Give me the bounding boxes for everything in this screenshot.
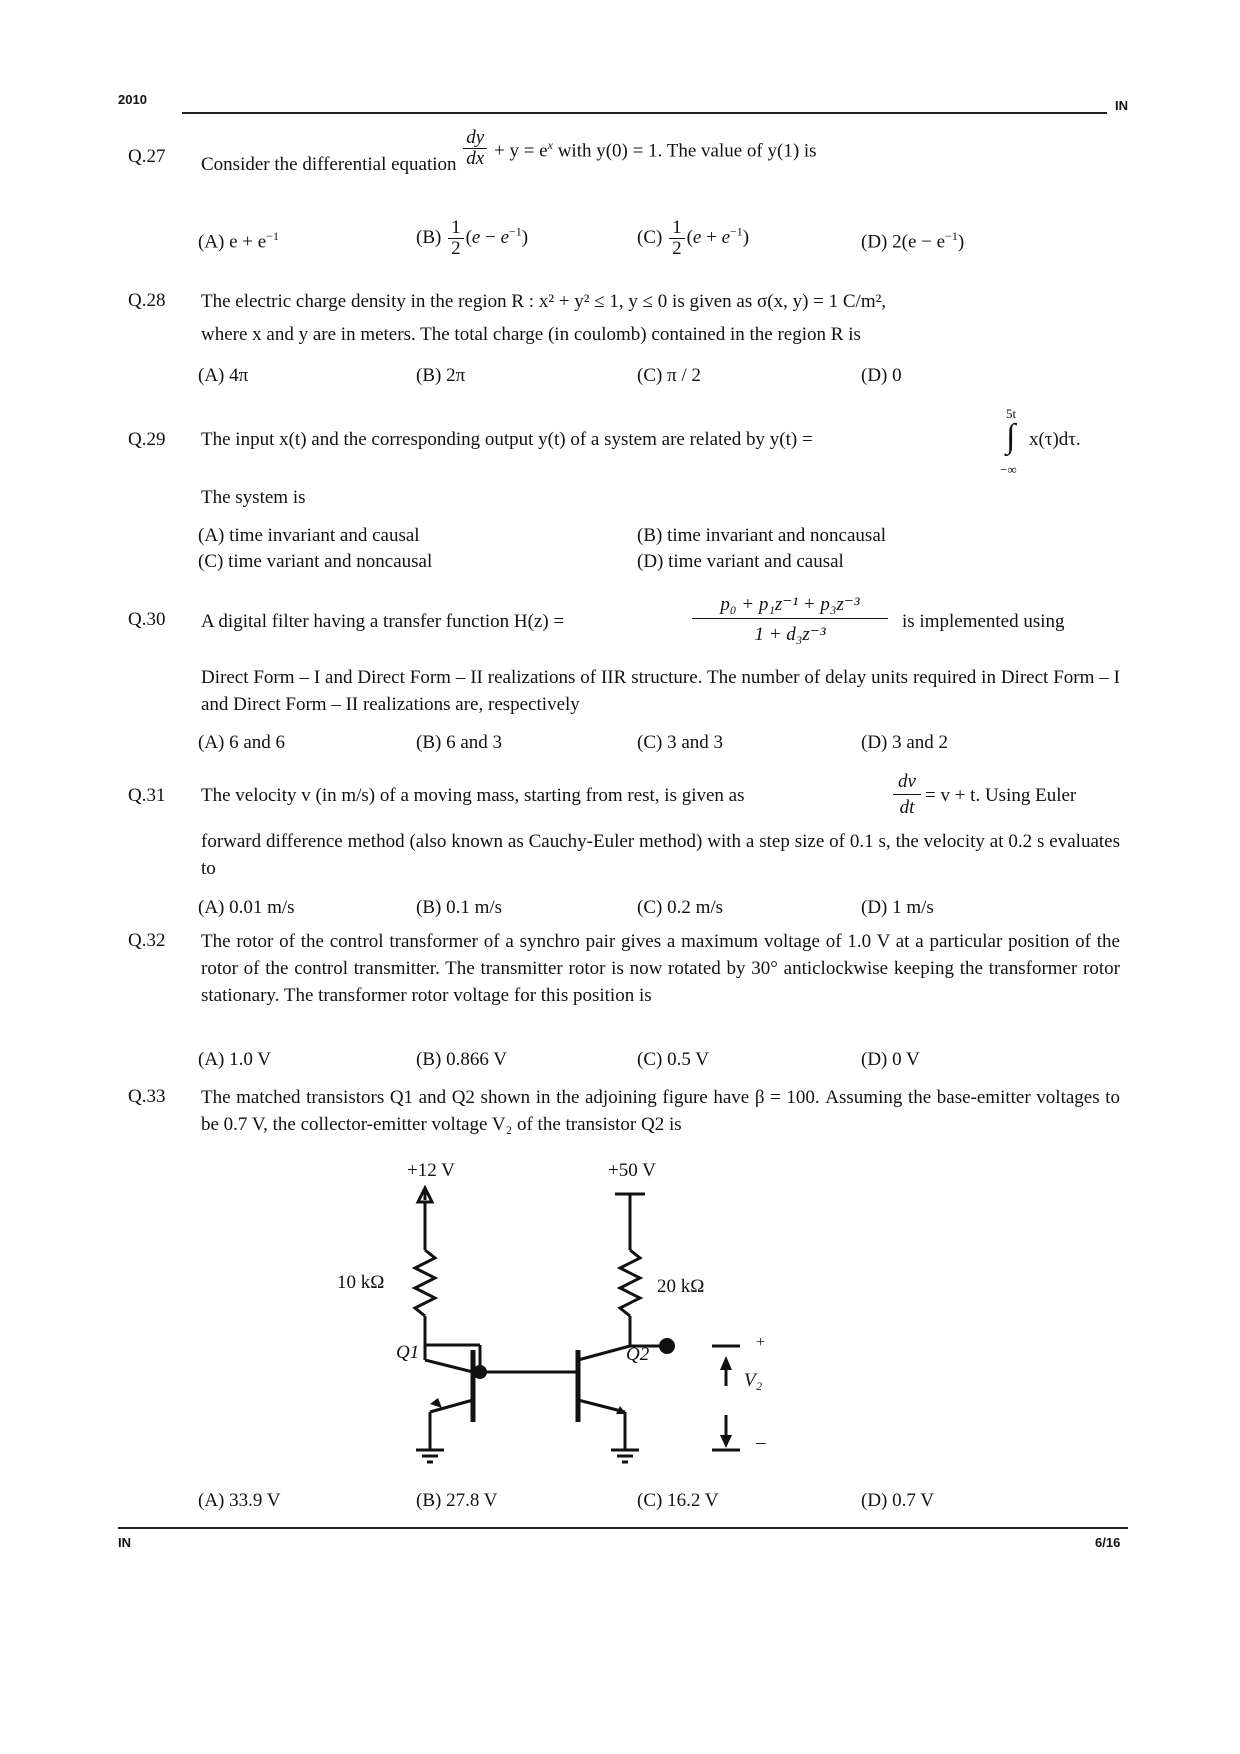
option-b: (B) 0.1 m/s bbox=[416, 897, 503, 918]
question-number: Q.33 bbox=[128, 1086, 166, 1107]
question-number: Q.29 bbox=[128, 429, 166, 450]
option-c: (C) time variant and noncausal bbox=[198, 551, 433, 572]
option-c: (C) 0.5 V bbox=[637, 1049, 709, 1070]
integral-sign: ∫ bbox=[1006, 418, 1016, 455]
question-text: A digital filter having a transfer function H(z) = bbox=[201, 611, 565, 632]
label-supply-50v: +50 V bbox=[608, 1160, 656, 1181]
option-d: (D) $2(e - e^{-1})$ bbox=[861, 229, 965, 253]
option-d: (D) 3 and 2 bbox=[861, 732, 949, 753]
option-c: (C) π / 2 bbox=[637, 365, 701, 386]
option-d: (D) 1 m/s bbox=[861, 897, 934, 918]
question-number: Q.31 bbox=[128, 785, 166, 806]
option-a: (A) time invariant and causal bbox=[198, 525, 420, 546]
option-c: (C) 3 and 3 bbox=[637, 732, 724, 753]
option-b: (B) 27.8 V bbox=[416, 1490, 498, 1511]
eq-numerator: dy bbox=[466, 127, 485, 149]
label-resistor-20k: 20 kΩ bbox=[657, 1276, 705, 1297]
question-text: The input x(t) and the corresponding output y(t) of a system are related by y(t) = bbox=[201, 429, 813, 450]
eq-rest: + y = e bbox=[493, 140, 548, 162]
eq-numerator: dv bbox=[893, 770, 921, 795]
question-text: The rotor of the control transformer of a synchro pair gives a maximum voltage of 1.0 V at a particular position of the rotor of the control transmitter. The transmitter rotor is now rotated by 30° anticlockwise keeping the transformer rotor stationary. The transformer rotor voltage for this position is bbox=[201, 931, 1120, 1006]
option-b: (B) 6 and 3 bbox=[416, 732, 503, 753]
question-text-cont: where x and y are in meters. The total charge (in coulomb) contained in the region R is bbox=[201, 324, 861, 345]
circuit-drawing bbox=[330, 1150, 800, 1490]
footer-rule bbox=[118, 1527, 1128, 1529]
resistor-20k bbox=[620, 1250, 640, 1316]
page-number: 6/16 bbox=[1095, 1535, 1121, 1550]
option-d: (D) 0 V bbox=[861, 1049, 920, 1070]
resistor-10k bbox=[415, 1250, 435, 1316]
option-d: (D) 0 bbox=[861, 365, 902, 386]
option-a: (A) 0.01 m/s bbox=[198, 897, 295, 918]
label-resistor-10k: 10 kΩ bbox=[337, 1272, 385, 1293]
integrand: x(τ)dτ. bbox=[1029, 429, 1081, 450]
eq-denominator: dt bbox=[899, 797, 915, 818]
integral-lower-limit: −∞ bbox=[1000, 462, 1017, 477]
question-text: The matched transistors Q1 and Q2 shown in the adjoining figure have β = 100. Assuming the base-emitter voltages to be 0.7 V, the collector-emitter voltage V₂ of the transistor Q2 is bbox=[201, 1087, 1120, 1135]
integral-upper-limit: 5t bbox=[1006, 406, 1017, 421]
question-text: The velocity v (in m/s) of a moving mass, starting from rest, is given as bbox=[201, 785, 745, 806]
supply-arrow-12v bbox=[418, 1188, 432, 1202]
option-c: (C) $\frac{1}{2}$ $(e + e^{-1})$ bbox=[637, 217, 750, 259]
eq-rest: = v + t. Using Euler bbox=[925, 785, 1077, 806]
question-number: Q.28 bbox=[128, 290, 166, 311]
label-v2: V₂ bbox=[744, 1370, 763, 1391]
question-text: Consider the differential equation bbox=[201, 154, 457, 176]
header-code: IN bbox=[1115, 98, 1128, 113]
tf-denominator: 1 + d₃z⁻³ bbox=[754, 624, 826, 645]
question-number: Q.27 bbox=[128, 146, 166, 167]
question-number: Q.30 bbox=[128, 609, 166, 630]
header-year: 2010 bbox=[118, 92, 147, 107]
option-a: (A) 6 and 6 bbox=[198, 732, 286, 753]
option-b: (B) time invariant and noncausal bbox=[637, 525, 887, 546]
question-text-cont: The system is bbox=[201, 487, 306, 508]
option-c: (C) 16.2 V bbox=[637, 1490, 719, 1511]
label-q2: Q2 bbox=[626, 1344, 650, 1365]
option-d: (D) 0.7 V bbox=[861, 1490, 935, 1511]
label-minus: – bbox=[756, 1432, 766, 1453]
option-a: (A) $e + e^{-1}$ bbox=[198, 229, 279, 253]
question-text-tail: is implemented using bbox=[902, 611, 1065, 632]
question-text-cont: Direct Form – I and Direct Form – II realizations of IIR structure. The number of delay units required in Direct Form – I and Direct Form – II realizations are, respectively bbox=[201, 667, 1120, 715]
option-b: (B) $\frac{1}{2}$ $(e - e^{-1})$ bbox=[416, 217, 529, 259]
label-plus: + bbox=[756, 1334, 766, 1351]
option-a: (A) 4π bbox=[198, 365, 249, 386]
eq-denominator: dx bbox=[466, 148, 485, 170]
label-supply-12v: +12 V bbox=[407, 1160, 455, 1181]
option-b: (B) 0.866 V bbox=[416, 1049, 507, 1070]
label-q1: Q1 bbox=[396, 1342, 420, 1363]
option-a: (A) 33.9 V bbox=[198, 1490, 281, 1511]
question-text: The electric charge density in the region R : x² + y² ≤ 1, y ≤ 0 is given as σ(x, y) = 1 C/m², bbox=[201, 291, 887, 312]
header-rule bbox=[182, 112, 1107, 114]
footer-code: IN bbox=[118, 1535, 131, 1550]
tf-numerator: p₀ + p₁z⁻¹ + p₃z⁻³ bbox=[692, 592, 888, 619]
option-b: (B) 2π bbox=[416, 365, 466, 386]
question-text-cont: with y(0) = 1. The value of y(1) is bbox=[557, 140, 817, 162]
option-c: (C) 0.2 m/s bbox=[637, 897, 724, 918]
question-number: Q.32 bbox=[128, 930, 166, 951]
option-a: (A) 1.0 V bbox=[198, 1049, 272, 1070]
question-text-cont: forward difference method (also known as Cauchy-Euler method) with a step size of 0.1 s, the velocity at 0.2 s evaluates to bbox=[201, 831, 1120, 879]
option-d: (D) time variant and causal bbox=[637, 551, 844, 572]
